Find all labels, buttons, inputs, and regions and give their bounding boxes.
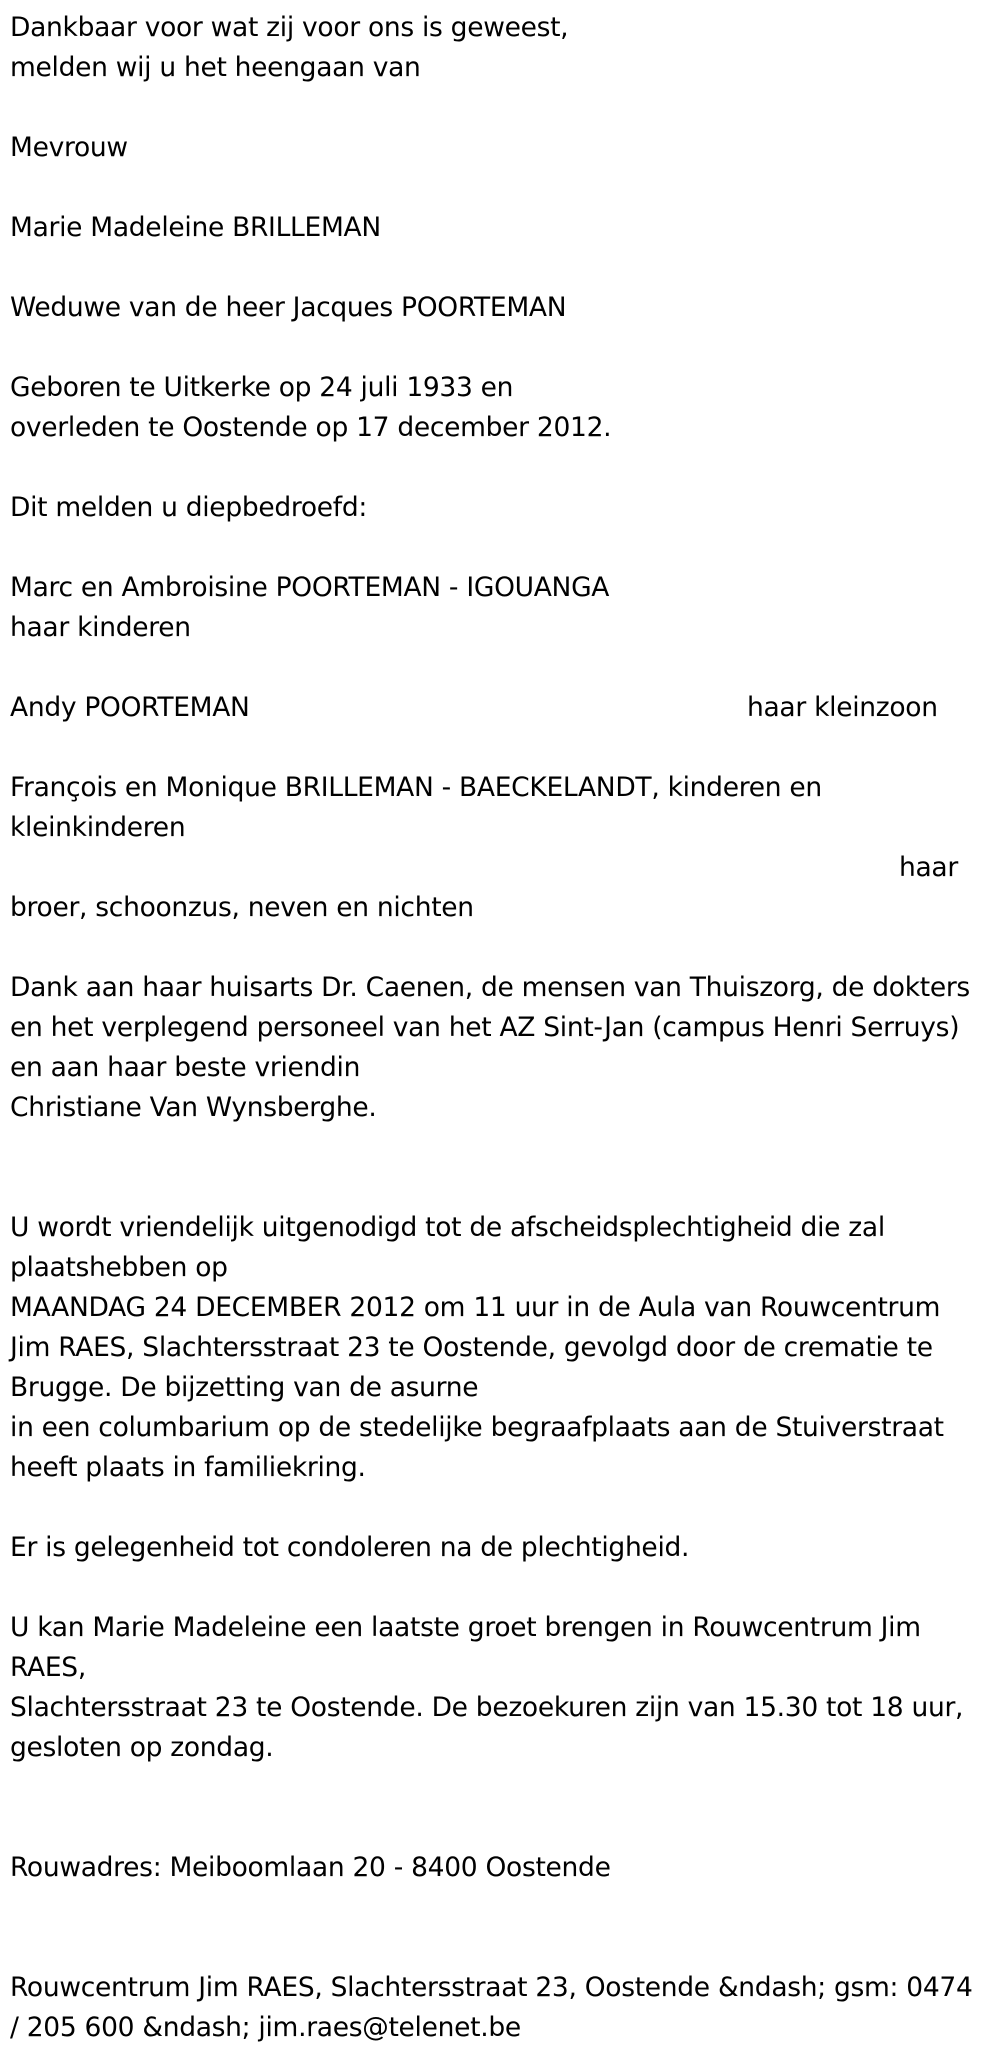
brother-line-2: kleinkinderen bbox=[10, 812, 186, 843]
grandson-name: Andy POORTEMAN bbox=[10, 692, 250, 723]
ceremony-line-1: U wordt vriendelijk uitgenodigd tot de afscheidsplechtigheid die zal bbox=[10, 1212, 885, 1243]
spacer bbox=[10, 728, 995, 768]
children-relation: haar kinderen bbox=[10, 612, 191, 643]
deceased-name: Marie Madeleine BRILLEMAN bbox=[10, 212, 381, 243]
ceremony-line-6: in een columbarium op de stedelijke begraafplaats aan de Stuiverstraat bbox=[10, 1412, 944, 1443]
visit-line-4: gesloten op zondag. bbox=[10, 1732, 274, 1763]
brother-relation: broer, schoonzus, neven en nichten bbox=[10, 892, 474, 923]
spacer bbox=[10, 1488, 995, 1528]
spacer bbox=[10, 1928, 995, 1968]
spacer bbox=[10, 248, 995, 288]
salutation: Mevrouw bbox=[10, 132, 128, 163]
spacer bbox=[10, 1168, 995, 1208]
spacer bbox=[10, 648, 995, 688]
mourning-address: Rouwadres: Meiboomlaan 20 - 8400 Oostende bbox=[10, 1852, 611, 1883]
brother-haar-row bbox=[10, 848, 995, 888]
ceremony-line-2: plaatshebben op bbox=[10, 1252, 228, 1283]
visit-line-2: RAES, bbox=[10, 1652, 86, 1683]
spacer bbox=[10, 1808, 995, 1848]
ceremony-line-4: Jim RAES, Slachtersstraat 23 te Oostende, gevolgd door de crematie te bbox=[10, 1332, 933, 1363]
brother-line-1: François en Monique BRILLEMAN - BAECKELANDT, kinderen en bbox=[10, 772, 822, 803]
widow-line: Weduwe van de heer Jacques POORTEMAN bbox=[10, 292, 567, 323]
thanks-line-3: en aan haar beste vriendin bbox=[10, 1052, 361, 1083]
thanks-line-2: en het verplegend personeel van het AZ Sint-Jan (campus Henri Serruys) bbox=[10, 1012, 960, 1043]
brother-haar: haar bbox=[899, 852, 958, 883]
spacer bbox=[10, 528, 995, 568]
visit-line-3: Slachtersstraat 23 te Oostende. De bezoekuren zijn van 15.30 tot 18 uur, bbox=[10, 1692, 964, 1723]
ceremony-line-3: MAANDAG 24 DECEMBER 2012 om 11 uur in de Aula van Rouwcentrum bbox=[10, 1292, 941, 1323]
spacer bbox=[10, 88, 995, 128]
mourners-intro: Dit melden u diepbedroefd: bbox=[10, 492, 367, 523]
visit-line-1: U kan Marie Madeleine een laatste groet brengen in Rouwcentrum Jim bbox=[10, 1612, 921, 1643]
spacer bbox=[10, 1768, 995, 1808]
ceremony-line-7: heeft plaats in familiekring. bbox=[10, 1452, 366, 1483]
death-announcement bbox=[10, 8, 995, 2048]
grandson-row bbox=[10, 688, 995, 728]
spacer bbox=[10, 1568, 995, 1608]
thanks-line-4: Christiane Van Wynsberghe. bbox=[10, 1092, 377, 1123]
children-names: Marc en Ambroisine POORTEMAN - IGOUANGA bbox=[10, 572, 610, 603]
spacer bbox=[10, 1128, 995, 1168]
spacer bbox=[10, 448, 995, 488]
death-line: overleden te Oostende op 17 december 2012. bbox=[10, 412, 612, 443]
contact-line-1: Rouwcentrum Jim RAES, Slachtersstraat 23, Oostende &ndash; gsm: 0474 bbox=[10, 1972, 973, 2003]
birth-line: Geboren te Uitkerke op 24 juli 1933 en bbox=[10, 372, 514, 403]
thanks-line-1: Dank aan haar huisarts Dr. Caenen, de mensen van Thuiszorg, de dokters bbox=[10, 972, 970, 1003]
spacer bbox=[10, 1888, 995, 1928]
condolences-line: Er is gelegenheid tot condoleren na de plechtigheid. bbox=[10, 1532, 690, 1563]
spacer bbox=[10, 928, 995, 968]
intro-line-2: melden wij u het heengaan van bbox=[10, 52, 421, 83]
spacer bbox=[10, 168, 995, 208]
intro-line-1: Dankbaar voor wat zij voor ons is geweest, bbox=[10, 12, 569, 43]
contact-line-2: / 205 600 &ndash; jim.raes@telenet.be bbox=[10, 2012, 521, 2043]
grandson-relation: haar kleinzoon bbox=[747, 692, 938, 723]
spacer bbox=[10, 328, 995, 368]
ceremony-line-5: Brugge. De bijzetting van de asurne bbox=[10, 1372, 479, 1403]
